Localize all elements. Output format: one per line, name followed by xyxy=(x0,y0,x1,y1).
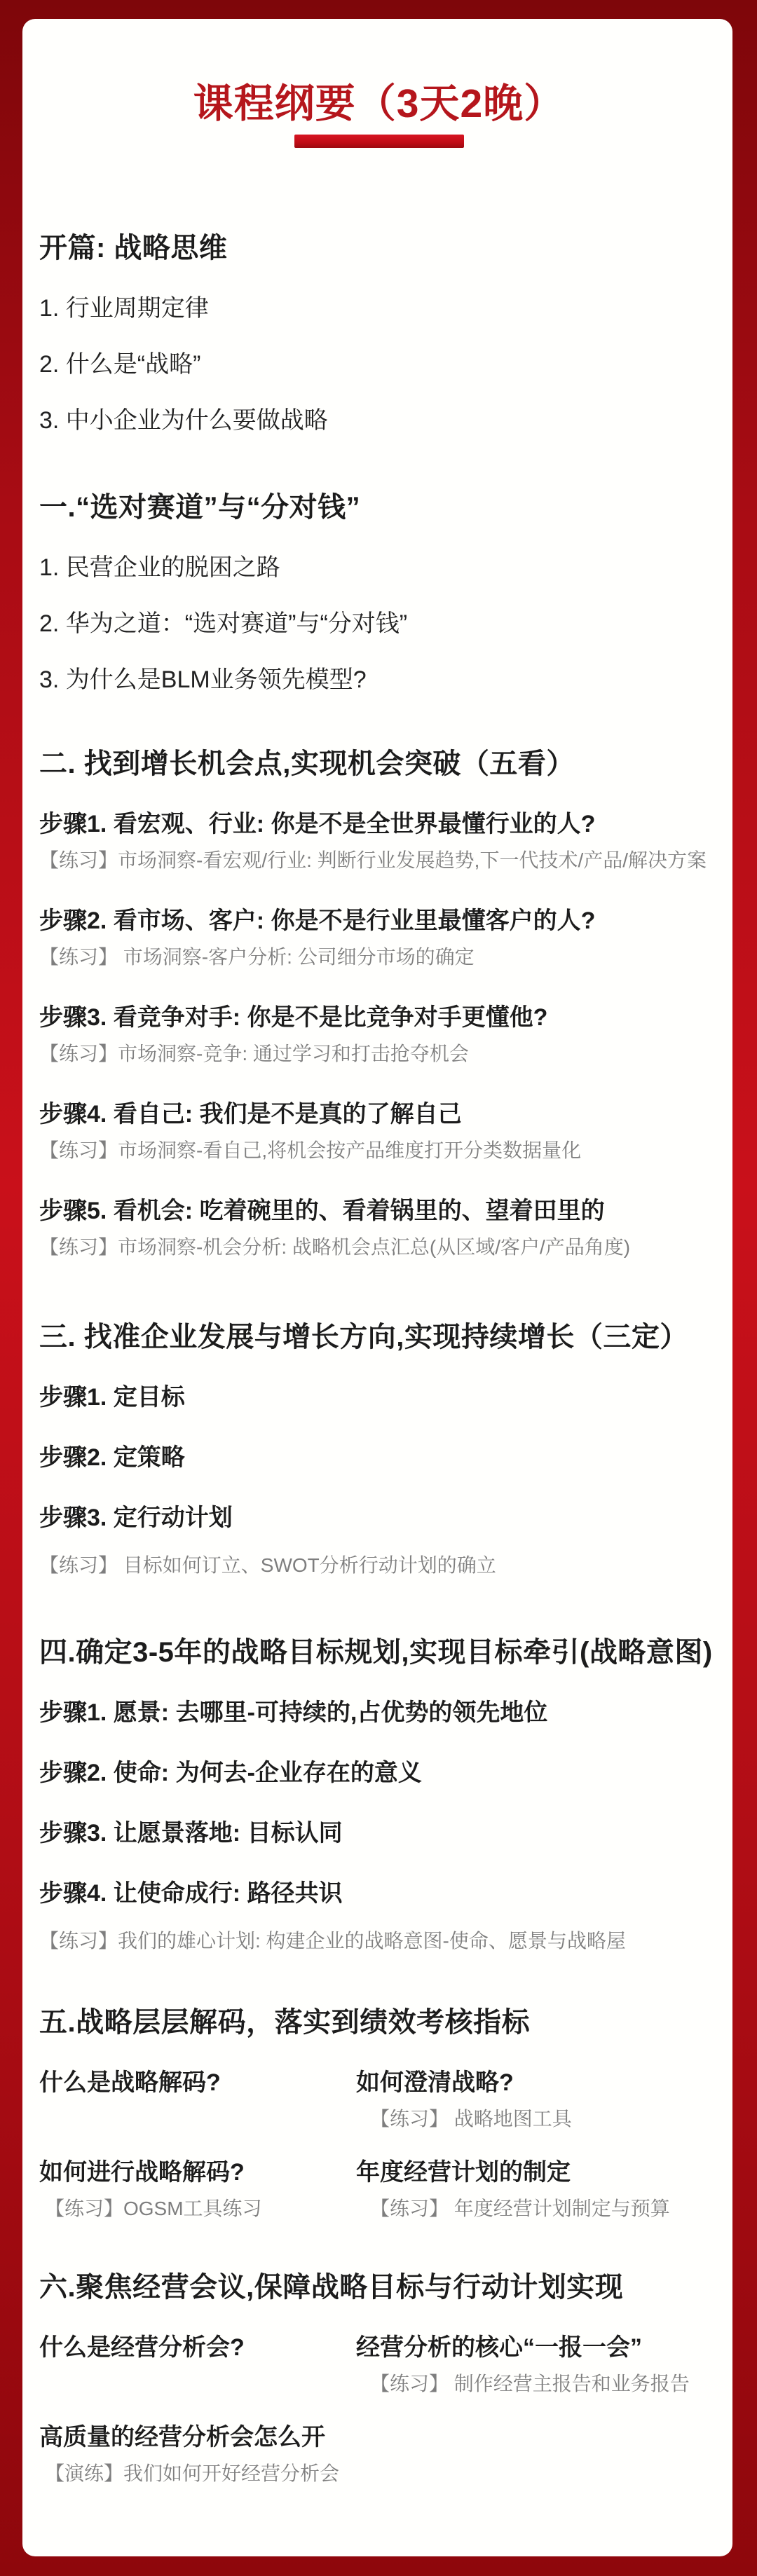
practice-note: 【练习】 制作经营主报告和业务报告 xyxy=(370,2373,690,2395)
step-title: 步骤3. 定行动计划 xyxy=(39,1505,233,1531)
two-column-row xyxy=(39,2067,718,2132)
step-title: 步骤4. 看自己: 我们是不是真的了解自己 xyxy=(39,1101,462,1128)
practice-note: 【练习】市场洞察-看宏观/行业: 判断行业发展趋势,下一代技术/产品/解决方案 xyxy=(39,849,707,871)
two-column-row xyxy=(39,2331,718,2397)
outline-item: 1. 民营企业的脱困之路 xyxy=(39,554,280,581)
practice-note: 【练习】 年度经营计划制定与预算 xyxy=(370,2198,670,2219)
column-left xyxy=(39,2421,356,2487)
section-heading: 六.聚焦经营会议,保障战略目标与行动计划实现 xyxy=(39,2272,624,2303)
column-right xyxy=(356,2156,718,2222)
step-title: 步骤3. 看竞争对手: 你是不是比竞争对手更懂他? xyxy=(39,1004,548,1031)
section-2 xyxy=(39,746,718,1261)
topic-title: 高质量的经营分析会怎么开 xyxy=(39,2424,325,2451)
step-title: 步骤1. 愿景: 去哪里-可持续的,占优势的领先地位 xyxy=(39,1699,548,1726)
topic-title: 如何进行战略解码? xyxy=(39,2159,245,2186)
section-5 xyxy=(39,2005,718,2222)
topic-title: 什么是经营分析会? xyxy=(39,2334,245,2361)
column-right xyxy=(356,2331,718,2397)
column-left xyxy=(39,2067,356,2132)
section-4 xyxy=(39,1635,718,1954)
step-with-practice xyxy=(39,1001,718,1067)
step-title: 步骤5. 看机会: 吃着碗里的、看着锅里的、望着田里的 xyxy=(39,1198,605,1224)
step-with-practice xyxy=(39,808,718,874)
section-heading: 三. 找准企业发展与增长方向,实现持续增长（三定） xyxy=(39,1322,688,1352)
outline-item: 3. 为什么是BLM业务领先模型? xyxy=(39,666,367,693)
step-with-practice xyxy=(39,1195,718,1261)
practice-note: 【练习】市场洞察-机会分析: 战略机会点汇总(从区域/客户/产品角度) xyxy=(39,1236,631,1258)
practice-note: 【练习】 目标如何订立、SWOT分析行动计划的确立 xyxy=(39,1554,496,1576)
section-heading: 开篇: 战略思维 xyxy=(39,233,228,263)
section-1 xyxy=(39,490,718,696)
practice-note: 【练习】市场洞察-看自己,将机会按产品维度打开分类数据量化 xyxy=(39,1139,582,1161)
drill-note: 【演练】我们如何开好经营分析会 xyxy=(45,2462,340,2484)
section-heading: 四.确定3-5年的战略目标规划,实现目标牵引(战略意图) xyxy=(39,1637,713,1668)
step-with-practice xyxy=(39,1098,718,1164)
step-title: 步骤4. 让使命成行: 路径共识 xyxy=(39,1880,343,1907)
section-6 xyxy=(39,2270,718,2487)
step-title: 步骤2. 看市场、客户: 你是不是行业里最懂客户的人? xyxy=(39,907,596,934)
title-underline-bar xyxy=(294,135,464,148)
column-left xyxy=(39,2331,356,2397)
outline-item: 3. 中小企业为什么要做战略 xyxy=(39,407,328,434)
step-title: 步骤3. 让愿景落地: 目标认同 xyxy=(39,1820,343,1847)
step-title: 步骤1. 定目标 xyxy=(39,1384,185,1411)
topic-title: 什么是战略解码? xyxy=(39,2069,221,2096)
steps-list xyxy=(39,1697,718,1910)
topic-title: 如何澄清战略? xyxy=(356,2069,514,2096)
two-column-row xyxy=(39,2421,718,2487)
outline-item: 1. 行业周期定律 xyxy=(39,295,209,322)
topic-title: 年度经营计划的制定 xyxy=(356,2159,571,2186)
section-3 xyxy=(39,1320,718,1579)
outline-item: 2. 什么是“战略” xyxy=(39,351,201,378)
outline-item: 2. 华为之道：“选对赛道”与“分对钱” xyxy=(39,610,408,637)
practice-note: 【练习】 战略地图工具 xyxy=(370,2108,572,2130)
practice-note: 【练习】我们的雄心计划: 构建企业的战略意图-使命、愿景与战略屋 xyxy=(39,1930,626,1952)
topic-title: 经营分析的核心“一报一会” xyxy=(356,2334,642,2361)
section-opening xyxy=(39,231,718,437)
step-with-practice xyxy=(39,905,718,971)
practice-note: 【练习】市场洞察-竞争: 通过学习和打击抢夺机会 xyxy=(39,1043,469,1064)
step-title: 步骤2. 使命: 为何去-企业存在的意义 xyxy=(39,1760,422,1786)
two-column-row xyxy=(39,2156,718,2222)
practice-note: 【练习】OGSM工具练习 xyxy=(45,2198,262,2219)
column-right xyxy=(356,2421,718,2487)
practice-note: 【练习】 市场洞察-客户分析: 公司细分市场的确定 xyxy=(39,946,475,968)
page-title: 课程纲要（3天2晚） xyxy=(193,81,565,126)
section-heading: 一.“选对赛道”与“分对钱” xyxy=(39,492,361,523)
step-title: 步骤2. 定策略 xyxy=(39,1444,185,1471)
column-left xyxy=(39,2156,356,2222)
steps-list xyxy=(39,1381,718,1534)
column-right xyxy=(356,2067,718,2132)
step-title: 步骤1. 看宏观、行业: 你是不是全世界最懂行业的人? xyxy=(39,811,596,837)
section-heading: 五.战略层层解码，落实到绩效考核指标 xyxy=(39,2007,531,2038)
outline-card xyxy=(22,19,732,2556)
sections-container xyxy=(39,231,718,2487)
section-heading: 二. 找到增长机会点,实现机会突破（五看） xyxy=(39,748,575,779)
